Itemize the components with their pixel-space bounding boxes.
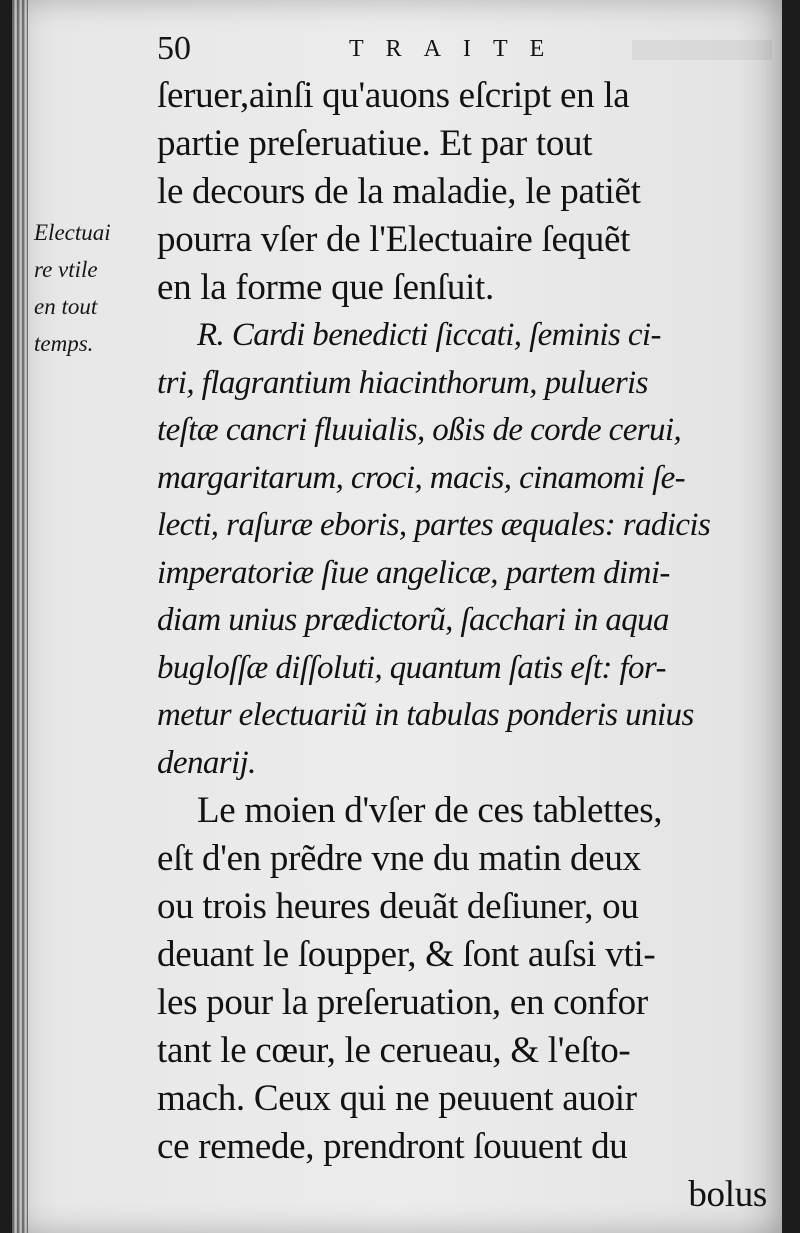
recipe-line: margaritarum, croci, macis, cinamomi ſe- [157, 459, 686, 496]
margin-note-line: re vtile [34, 257, 98, 282]
running-title: TRAITE [349, 36, 567, 62]
text-line: tant le cœur, le cerueau, & l'eſto- [157, 1030, 631, 1071]
running-head [157, 30, 777, 74]
recipe-line: teſtæ cancri fluuialis, oßis de corde cerui, [157, 412, 682, 448]
text-line: deuant le ſoupper, & ſont auſsi vti- [157, 934, 656, 975]
text-line: ce remede, prendront ſouuent du [157, 1126, 628, 1167]
text-line: les pour la preſeruation, en confor [157, 982, 648, 1023]
recipe-line: metur electuariũ in tabulas ponderis unius [157, 697, 694, 733]
text-line: ou trois heures deuãt deſiuner, ou [157, 886, 639, 927]
recipe-line: bugloſſæ diſſoluti, quantum ſatis eſt: for- [157, 649, 666, 686]
text-line: partie preſeruatiue. Et par tout [157, 123, 593, 164]
margin-note-line: en tout [34, 294, 98, 319]
text-line: Le moien d'vſer de ces tablettes, [197, 790, 663, 831]
body-text [157, 72, 777, 1219]
book-page [12, 0, 782, 1233]
catchword: bolus [688, 1174, 767, 1215]
text-line: en la forme que ſenſuit. [157, 267, 494, 308]
margin-note-line: temps. [34, 331, 94, 356]
recipe-line: imperatoriæ ſiue angelicæ, partem dimi- [157, 554, 670, 591]
text-line: le decours de la maladie, le patiẽt [157, 171, 641, 212]
margin-note-line: Electuai [34, 220, 111, 245]
text-line: pourra vſer de l'Electuaire ſequẽt [157, 219, 631, 260]
margin-note [34, 214, 154, 362]
page-number: 50 [157, 30, 191, 67]
text-line: ſeruer,ainſi qu'auons eſcript en la [157, 75, 630, 116]
recipe-line: diam unius prædictorũ, ſacchari in aqua [157, 602, 669, 638]
recipe-line: tri, flagrantium hiacinthorum, pulueris [157, 364, 648, 401]
text-line: eſt d'en prẽdre vne du matin deux [157, 838, 641, 879]
text-line: mach. Ceux qui ne peuuent auoir [157, 1078, 637, 1119]
binding-gutter [12, 0, 28, 1233]
recipe-line: denarij. [157, 744, 256, 781]
recipe-line: R. Cardi benedicti ſiccati, ſeminis ci- [197, 317, 661, 353]
recipe-line: lecti, raſuræ eboris, partes æquales: radicis [157, 507, 711, 543]
